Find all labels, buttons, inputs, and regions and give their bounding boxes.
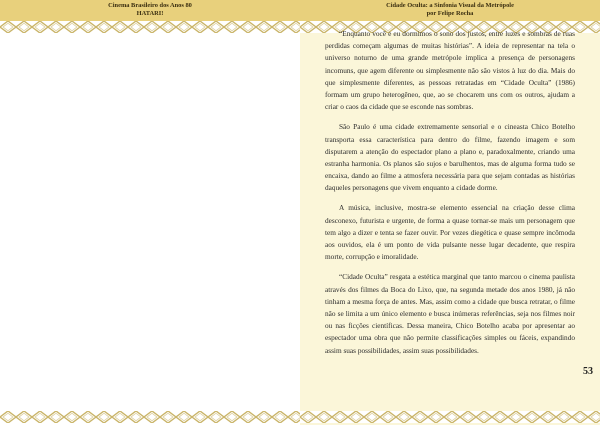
right-header-band (300, 0, 600, 22)
left-running-header (0, 2, 300, 17)
paragraph-2: São Paulo é uma cidade extremamente sensorial e o cineasta Chico Botelho transporta essa característica para dentro do filme, fazendo imagem e som disputarem a atenção do espectador plano a plano e, paradoxalmente, criando uma estranha harmonia. Os planos são sujos e barulhentos, mas de alguma forma tudo se encaixa, dando ao filme a atmosfera necessária para que sejam contadas as histórias daqueles personagens que vivem enquanto a cidade dorme. (325, 122, 575, 193)
right-header-line1: Cidade Oculta: a Sinfonia Visual da Metrópole (386, 2, 514, 9)
article-body (325, 28, 575, 365)
paragraph-4: “Cidade Oculta” resgata a estética marginal que tanto marcou o cinema paulista através dos filmes da Boca do Lixo, que, na segunda metade dos anos 1980, já não tinham a mesma força de antes. Mas, assim como a cidade que busca retratar, o filme não se limita a um único elemento e busca inúmeras referências, seja nos filmes noir ou nas ficções científicas. Dessa maneira, Chico Botelho acaba por apresentar ao espectador uma obra que não permite classificações simples ou fáceis, expandindo assim suas possibilidades, assim suas possibilidades. (325, 272, 575, 355)
right-running-header (300, 2, 600, 17)
page-number: 53 (583, 366, 593, 377)
left-header-line1: Cinema Brasileiro dos Anos 80 (108, 2, 192, 9)
left-header-band (0, 0, 300, 22)
left-bottom-ornament (0, 411, 300, 423)
left-header-line2: HATARI! (136, 9, 164, 17)
right-header-line2: por Felipe Rocha (426, 9, 474, 17)
right-bottom-ornament (300, 411, 600, 423)
left-top-ornament (0, 21, 300, 33)
paragraph-1: “Enquanto você e eu dormimos o sono dos justos, entre luzes e sombras de ruas perdidas começam algumas de muitas histórias”. A ideia de representar na tela o universo noturno de uma grande metrópole implica a presença de personagens incomuns, que agem diferente ou simplesmente não são vistos à luz do dia. Mais do que simplesmente diferentes, as pessoas retratadas em “Cidade Oculta” (1986) formam um grupo heterogêneo, que, ao se chocarem uns com os outros, ajudam a criar o caos da cidade que se esconde nas sombras. (325, 29, 575, 112)
paragraph-3: A música, inclusive, mostra-se elemento essencial na criação desse clima desconexo, futurista e urgente, de forma a quase tornar-se mais um personagem que tem algo a dizer e tenta se fazer ouvir. Por vezes diegética e quase sempre incômoda aos ouvidos, ela é um ponto de vida pulsante nesse lugar decadente, que respira morte, corrupção e imoralidade. (325, 203, 575, 262)
